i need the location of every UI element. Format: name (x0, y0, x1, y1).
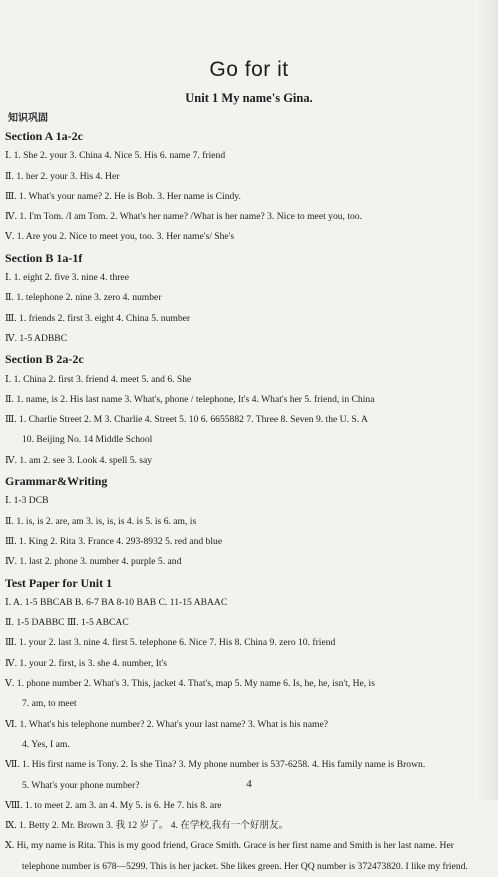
answer-line: Ⅸ. 1. Betty 2. Mr. Brown 3. 我 12 岁了。 4. 在学校,我有一个好朋友。 (5, 820, 289, 832)
answer-line: Ⅳ. 1-5 ADBBC (5, 332, 68, 344)
answer-line: Ⅴ. 1. Are you 2. Nice to meet you, too. 3. Her name's/ She's (5, 231, 235, 243)
answer-line: Ⅰ. 1. She 2. your 3. China 4. Nice 5. His 6. name 7. friend (5, 150, 226, 162)
page-edge-shadow (476, 0, 498, 800)
answer-line: Ⅰ. 1-3 DCB (5, 495, 49, 507)
answer-line: Ⅰ. 1. China 2. first 3. friend 4. meet 5. and 6. She (5, 373, 192, 385)
answer-line: Ⅱ. 1. name, is 2. His last name 3. What's, phone / telephone, It's 4. What's her 5. friend, in China (5, 393, 375, 405)
answer-line: Ⅲ. 1. Charlie Street 2. M 3. Charlie 4. Street 5. 10 6. 6655882 7. Three 8. Seven 9. the U. S. A (5, 414, 368, 426)
answer-line: Ⅶ. 1. His first name is Tony. 2. Is she Tina? 3. My phone number is 537-6258. 4. His family name is Brown. (5, 759, 426, 771)
answer-line: Ⅲ. 1. friends 2. first 3. eight 4. China 5. number (5, 312, 191, 324)
answer-line: Ⅳ. 1. am 2. see 3. Look 4. spell 5. say (5, 454, 153, 466)
answer-line: Ⅵ. 1. What's his telephone number? 2. What's your last name? 3. What is his name? (5, 718, 328, 730)
answer-line: Ⅲ. 1. What's your name? 2. He is Bob. 3. Her name is Cindy. (5, 190, 241, 202)
answer-line: 4. Yes, I am. (22, 738, 70, 750)
answer-line: Ⅰ. 1. eight 2. five 3. nine 4. three (5, 272, 129, 284)
answer-line: Ⅳ. 1. I'm Tom. /I am Tom. 2. What's her name? /What is her name? 3. Nice to meet you, too. (5, 211, 362, 223)
section-heading: Section B 1a-1f (5, 250, 83, 265)
answer-line: Ⅳ. 1. last 2. phone 3. number 4. purple 5. and (5, 556, 182, 568)
answer-line: Ⅱ. 1. her 2. your 3. His 4. Her (5, 170, 120, 182)
answer-line: Ⅷ. 1. to meet 2. am 3. an 4. My 5. is 6. He 7. his 8. are (5, 799, 222, 811)
answer-line: Ⅲ. 1. King 2. Rita 3. France 4. 293-8932 5. red and blue (5, 535, 223, 547)
page-number: 4 (246, 778, 252, 790)
answer-line: Ⅲ. 1. your 2. last 3. nine 4. first 5. telephone 6. Nice 7. His 8. China 9. zero 10. friend (5, 637, 336, 649)
answer-line: 10. Beijing No. 14 Middle School (22, 434, 153, 446)
answer-list (5, 126, 493, 877)
section-heading: Section B 2a-2c (5, 352, 84, 367)
answer-line: Ⅹ. Hi, my name is Rita. This is my good friend, Grace Smith. Grace is her first name and Smith is her last name. Her (5, 840, 454, 852)
answer-line: Ⅰ. A. 1-5 BBCAB B. 6-7 BA 8-10 BAB C. 11-15 ABAAC (5, 596, 228, 608)
answer-line: 5. What's your phone number? (22, 779, 140, 791)
section-heading: Grammar&Writing (5, 474, 108, 489)
answer-line: Ⅱ. 1. is, is 2. are, am 3. is, is, is 4. is 5. is 6. am, is (5, 515, 197, 527)
answer-line: Ⅴ. 1. phone number 2. What's 3. This, jacket 4. That's, map 5. My name 6. Is, he, he, isn't, He, is (5, 678, 375, 690)
page-title: Go for it (209, 58, 289, 81)
section-heading: Section A 1a-2c (5, 129, 83, 143)
section-label: 知识巩固 (8, 113, 48, 124)
answer-line: telephone number is 678—5299. This is her jacket. She likes green. Her QQ number is 372473820. I like my friend. (22, 860, 468, 872)
answer-line: Ⅱ. 1-5 DABBC Ⅲ. 1-5 ABCAC (5, 617, 129, 629)
unit-subtitle: Unit 1 My name's Gina. (185, 91, 313, 105)
answer-line: Ⅱ. 1. telephone 2. nine 3. zero 4. number (5, 292, 162, 304)
answer-line: 7. am, to meet (22, 698, 77, 710)
answer-line: Ⅳ. 1. your 2. first, is 3. she 4. number, It's (5, 657, 168, 669)
section-heading: Test Paper for Unit 1 (5, 575, 113, 590)
